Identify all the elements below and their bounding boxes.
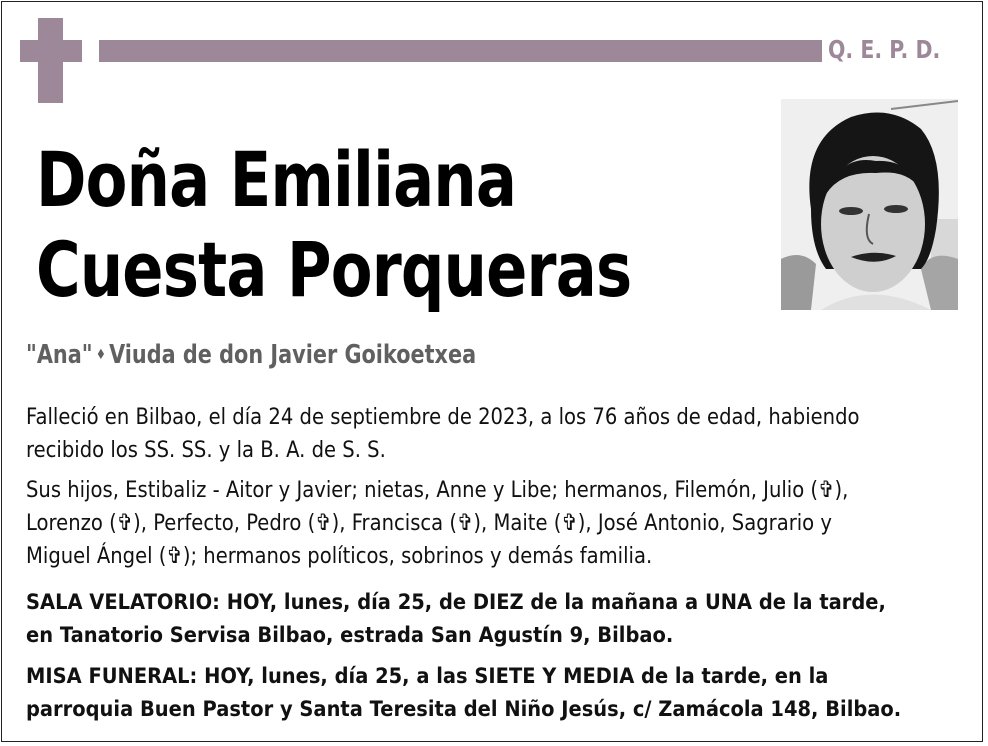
family-line-3: Miguel Ángel (✞); hermanos políticos, sobrinos y demás familia. <box>26 543 653 569</box>
funeral-paragraph <box>26 660 931 726</box>
obituary-card <box>1 1 983 742</box>
subtitle <box>26 340 476 370</box>
death-notice-paragraph <box>26 401 948 467</box>
wake-line-2: en Tanatorio Servisa Bilbao, estrada San Agustín 9, Bilbao. <box>26 623 674 648</box>
cross-icon-arm <box>20 40 82 62</box>
family-line-1: Sus hijos, Estibaliz - Aitor y Javier; nietas, Anne y Libe; hermanos, Filemón, Julio (✞), <box>26 477 849 503</box>
deceased-name <box>36 135 631 315</box>
qepd-label: Q. E. P. D. <box>828 35 941 64</box>
wake-line-1: SALA VELATORIO: HOY, lunes, día 25, de DIEZ de la mañana a UNA de la tarde, <box>26 590 886 615</box>
widow-of: Viuda de don Javier Goikoetxea <box>109 340 477 370</box>
name-line-2: Cuesta Porqueras <box>36 225 632 314</box>
diamond-separator-icon: ♦ <box>95 347 106 363</box>
funeral-line-2: parroquia Buen Pastor y Santa Teresita del Niño Jesús, c/ Zamácola 148, Bilbao. <box>26 697 902 722</box>
family-line-2: Lorenzo (✞), Perfecto, Pedro (✞), Francisca (✞), Maite (✞), José Antonio, Sagrario y <box>26 510 832 536</box>
name-line-1: Doña Emiliana <box>36 135 517 224</box>
death-notice-line-2: recibido los SS. SS. y la B. A. de S. S. <box>26 437 386 463</box>
family-paragraph <box>26 474 948 573</box>
death-notice-line-1: Falleció en Bilbao, el día 24 de septiembre de 2023, a los 76 años de edad, habiendo <box>26 404 860 430</box>
nickname: "Ana" <box>26 340 93 370</box>
portrait-image <box>781 99 958 310</box>
funeral-line-1: MISA FUNERAL: HOY, lunes, día 25, a las SIETE Y MEDIA de la tarde, en la <box>26 664 829 689</box>
deceased-photo <box>781 99 958 310</box>
header-rule <box>99 40 822 62</box>
wake-paragraph <box>26 586 931 652</box>
